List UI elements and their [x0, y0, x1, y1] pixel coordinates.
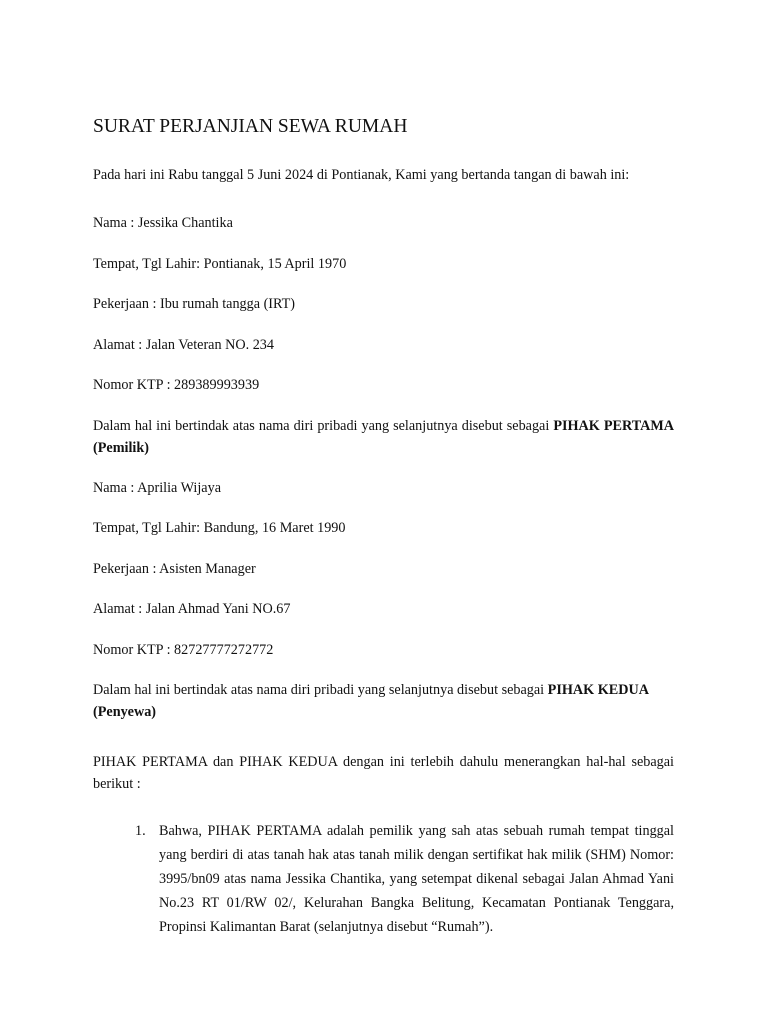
party1-role-text: Dalam hal ini bertindak atas nama diri pribadi yang selanjutnya disebut sebagai: [93, 417, 550, 434]
party2-role-paragraph: [93, 679, 674, 723]
party2-name: Nama : Aprilia Wijaya: [93, 479, 221, 496]
intro-paragraph: Pada hari ini Rabu tanggal 5 Juni 2024 di Pontianak, Kami yang bertanda tangan di bawah ini:: [93, 167, 630, 184]
recital-list: [93, 819, 674, 939]
party2-role-label: PIHAK KEDUA (Penyewa): [93, 682, 649, 721]
party1-name: Nama : Jessika Chantika: [93, 215, 233, 232]
party1-role-label: PIHAK PERTAMA (Pemilik): [93, 417, 675, 456]
party2-occupation: Pekerjaan : Asisten Manager: [93, 560, 256, 577]
party1-role-paragraph: [93, 415, 674, 459]
list-item: [135, 819, 674, 939]
list-item-text: Bahwa, PIHAK PERTAMA adalah pemilik yang sah atas sebuah rumah tempat tinggal yang berdiri di atas tanah hak atas tanah milik dengan sertifikat hak milik (SHM) Nomor: 3995/bn09 atas nama Jessika Chantika, yang setempat dikenal sebagai Jalan Ahmad Yani No.23 RT 01/RW 02/, Kelurahan Bangka Belitung, Kecamatan Pontianak Tenggara, Propinsi Kalimantan Barat (selanjutnya disebut “Rumah”).: [159, 823, 674, 936]
party1-ktp: Nomor KTP : 289389993939: [93, 377, 260, 394]
party2-address: Alamat : Jalan Ahmad Yani NO.67: [93, 601, 291, 618]
document-title: SURAT PERJANJIAN SEWA RUMAH: [93, 116, 408, 137]
party2-role-text: Dalam hal ini bertindak atas nama diri pribadi yang selanjutnya disebut sebagai: [93, 682, 545, 699]
party2-ktp: Nomor KTP : 82727777272772: [93, 641, 274, 658]
list-item-number: 1.: [135, 823, 146, 840]
preamble-paragraph: PIHAK PERTAMA dan PIHAK KEDUA dengan ini terlebih dahulu menerangkan hal-hal sebagai berikut :: [93, 754, 674, 793]
party1-occupation: Pekerjaan : Ibu rumah tangga (IRT): [93, 296, 296, 313]
party1-address: Alamat : Jalan Veteran NO. 234: [93, 336, 274, 353]
party2-birth: Tempat, Tgl Lahir: Bandung, 16 Maret 1990: [93, 520, 346, 537]
party1-birth: Tempat, Tgl Lahir: Pontianak, 15 April 1970: [93, 255, 347, 272]
